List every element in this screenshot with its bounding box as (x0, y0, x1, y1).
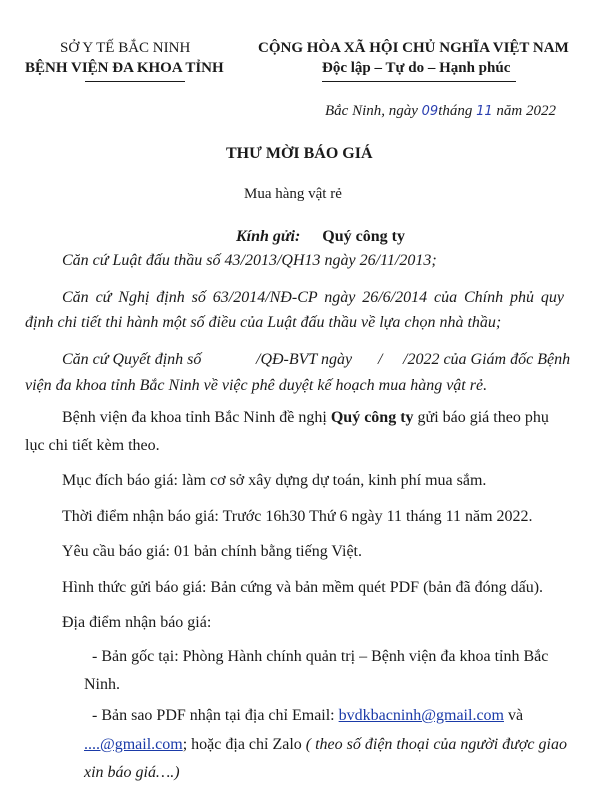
copy-and: và (508, 707, 524, 724)
date-month: 11 (476, 104, 493, 119)
basis-decision-1a: Căn cứ Quyết định số (62, 351, 202, 368)
email-link-2[interactable]: ....@gmail.com (84, 736, 183, 753)
page-title: THƯ MỜI BÁO GIÁ (226, 145, 373, 162)
copy-zalo: ; hoặc địa chỉ Zalo (182, 736, 302, 753)
date-line (325, 103, 556, 120)
basis-decision-2: viện đa khoa tỉnh Bắc Ninh về việc phê duyệt kế hoạch mua hàng vật rẻ. (25, 377, 488, 394)
basis-law: Căn cứ Luật đấu thầu số 43/2013/QH13 ngày 26/11/2013; (62, 252, 437, 269)
motto: Độc lập – Tự do – Hạnh phúc (322, 60, 511, 76)
motto-underline (322, 81, 516, 82)
basis-decision-1c: / (378, 351, 383, 368)
page-subtitle: Mua hàng vật rẻ (244, 186, 342, 202)
basis-decision-1d: /2022 của Giám đốc Bệnh (403, 351, 571, 368)
original-line-2: Ninh. (84, 676, 120, 693)
copy-line-3: xin báo giá….) (84, 764, 180, 781)
hospital-name: BỆNH VIỆN ĐA KHOA TỈNH (25, 60, 224, 76)
original-line-1: - Bản gốc tại: Phòng Hành chính quản trị – Bệnh viện đa khoa tỉnh Bắc (92, 648, 549, 665)
request-recipient: Quý công ty (330, 409, 414, 426)
request-line-2: lục chi tiết kèm theo. (25, 437, 160, 454)
basis-decree-1: Căn cứ Nghị định số 63/2014/NĐ-CP ngày 26/6/2014 của Chính phủ quy (62, 289, 564, 306)
recipient-name: Quý công ty (322, 228, 405, 245)
date-prefix: Bắc Ninh, ngày (325, 103, 418, 119)
copy-line-2 (84, 736, 567, 754)
copy-text: - Bản sao PDF nhận tại địa chỉ Email: (92, 707, 335, 724)
agency-name: SỞ Y TẾ BẮC NINH (60, 40, 191, 56)
recipient-line (236, 228, 405, 246)
basis-decision-1b: /QĐ-BVT ngày (256, 351, 353, 368)
requirement-line: Yêu cầu báo giá: 01 bản chính bằng tiếng Việt. (62, 543, 362, 560)
method-line: Hình thức gửi báo giá: Bản cứng và bản mềm quét PDF (bản đã đóng dấu). (62, 579, 544, 596)
basis-decree-2: định chi tiết thi hành một số điều của Luật đấu thầu về lựa chọn nhà thầu; (25, 314, 502, 331)
date-year: năm 2022 (496, 103, 557, 119)
email-link[interactable]: bvdkbacninh@gmail.com (338, 707, 504, 724)
recipient-label: Kính gửi: (236, 228, 301, 245)
purpose-line: Mục đích báo giá: làm cơ sở xây dựng dự toán, kinh phí mua sắm. (62, 472, 487, 489)
request-text: Bệnh viện đa khoa tỉnh Bắc Ninh đề nghị (62, 409, 327, 426)
country-name: CỘNG HÒA XÃ HỘI CHỦ NGHĨA VIỆT NAM (258, 40, 569, 56)
request-line-1 (62, 409, 549, 427)
location-label: Địa điểm nhận báo giá: (62, 614, 212, 631)
request-text-end: gửi báo giá theo phụ (417, 409, 549, 426)
hospital-underline (85, 81, 185, 82)
deadline-line: Thời điểm nhận báo giá: Trước 16h30 Thứ 6 ngày 11 tháng 11 năm 2022. (62, 508, 533, 525)
copy-line-1 (92, 707, 562, 725)
date-month-label: tháng (438, 103, 473, 119)
copy-zalo-note: ( theo số điện thoại của người được giao (305, 736, 567, 753)
date-day: 09 (421, 104, 439, 119)
